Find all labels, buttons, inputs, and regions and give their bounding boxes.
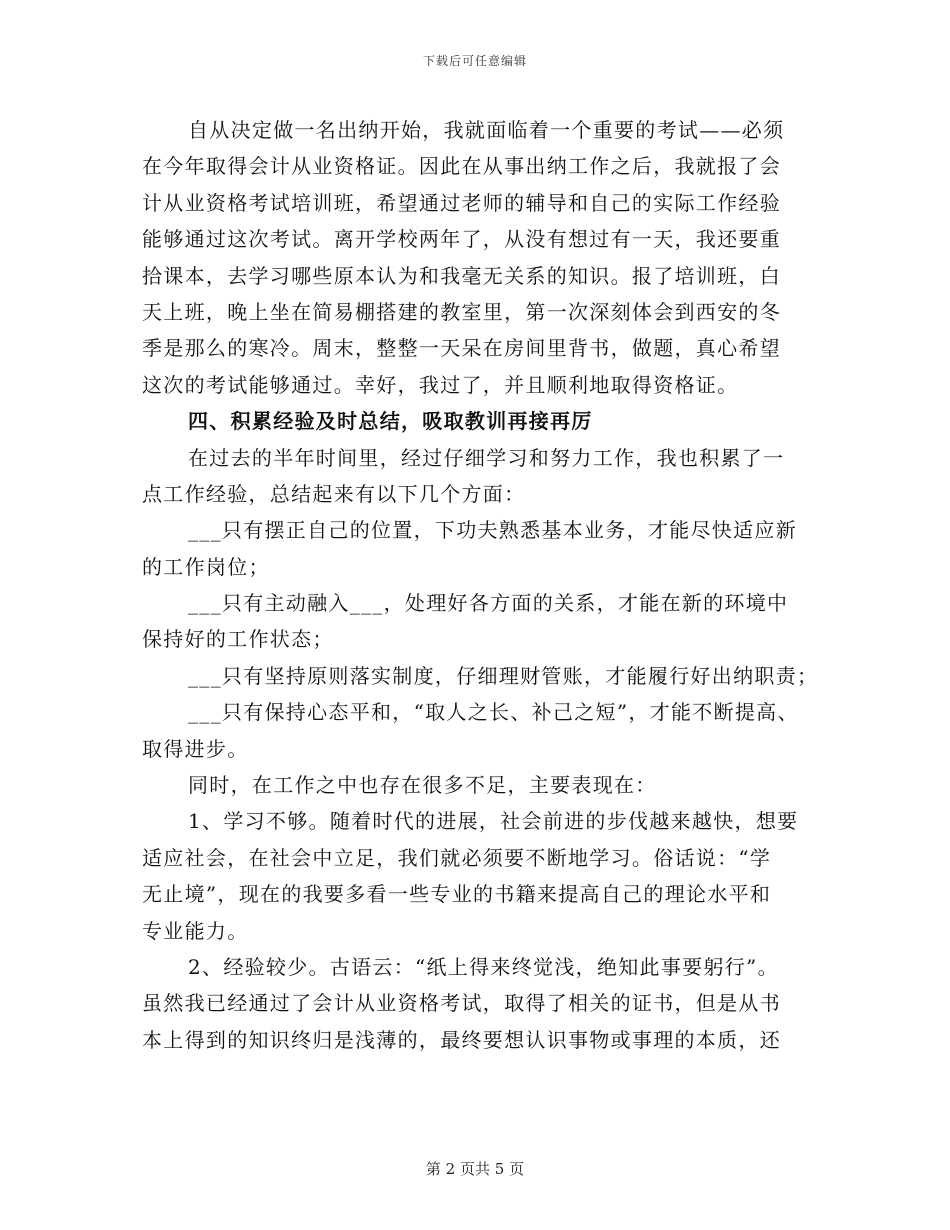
paragraph-line: 这次的考试能够通过。幸好，我过了，并且顺利地取得资格证。: [142, 372, 739, 397]
page-footer: 第 2 页共 5 页: [425, 1160, 525, 1178]
paragraph-line: 虽然我已经通过了会计从业资格考试，取得了相关的证书，但是从书: [142, 991, 781, 1016]
list-item-line: ___只有主动融入___，处理好各方面的关系，才能在新的环境中: [188, 591, 789, 616]
paragraph-line: 1、学习不够。随着时代的进展，社会前进的步伐越来越快，想要: [188, 809, 799, 834]
list-item-line: ___只有坚持原则落实制度，仔细理财管账，才能履行好出纳职责；: [188, 663, 819, 688]
paragraph-line: 在今年取得会计从业资格证。因此在从事出纳工作之后，我就报了会: [142, 154, 781, 179]
section-heading: 四、积累经验及时总结，吸取教训再接再厉: [188, 409, 593, 434]
list-item-line: ___只有摆正自己的位置，下功夫熟悉基本业务，才能尽快适应新: [188, 518, 797, 543]
paragraph-line: 季是那么的寒冷。周末，整整一天呆在房间里背书，做题，真心希望: [142, 336, 781, 361]
list-item-line: ___只有保持心态平和，“取人之长、补己之短”，才能不断提高、: [188, 700, 799, 725]
list-item-line: 保持好的工作状态；: [142, 627, 334, 652]
paragraph-line: 无止境”，现在的我要多看一些专业的书籍来提高自己的理论水平和: [142, 882, 772, 907]
paragraph-line: 适应社会，在社会中立足，我们就必须要不断地学习。俗话说：“学: [142, 845, 772, 870]
paragraph-line: 计从业资格考试培训班，希望通过老师的辅导和自己的实际工作经验: [142, 190, 781, 215]
body-text: [142, 112, 832, 1058]
paragraph-line: 在过去的半年时间里，经过仔细学习和努力工作，我也积累了一: [188, 445, 785, 470]
paragraph-line: 专业能力。: [142, 918, 249, 943]
paragraph-line: 能够通过这次考试。离开学校两年了，从没有想过有一天，我还要重: [142, 227, 781, 252]
paragraph-line: 本上得到的知识终归是浅薄的，最终要想认识事物或事理的本质，还: [142, 1027, 781, 1052]
paragraph-line: 自从决定做一名出纳开始，我就面临着一个重要的考试——必须: [188, 118, 785, 142]
list-item-line: 取得进步。: [142, 736, 249, 761]
paragraph-line: 点工作经验，总结起来有以下几个方面：: [142, 481, 526, 506]
list-item-line: 的工作岗位；: [142, 554, 270, 579]
page-header: 下载后可任意编辑: [422, 54, 527, 68]
paragraph-line: 拾课本，去学习哪些原本认为和我毫无关系的知识。报了培训班，白: [142, 263, 781, 288]
paragraph-line: 天上班，晚上坐在简易棚搭建的教室里，第一次深刻体会到西安的冬: [142, 299, 781, 324]
paragraph-line: 2、经验较少。古语云：“纸上得来终觉浅，绝知此事要躬行”。: [188, 954, 779, 979]
paragraph-line: 同时，在工作之中也存在很多不足，主要表现在：: [188, 773, 657, 798]
